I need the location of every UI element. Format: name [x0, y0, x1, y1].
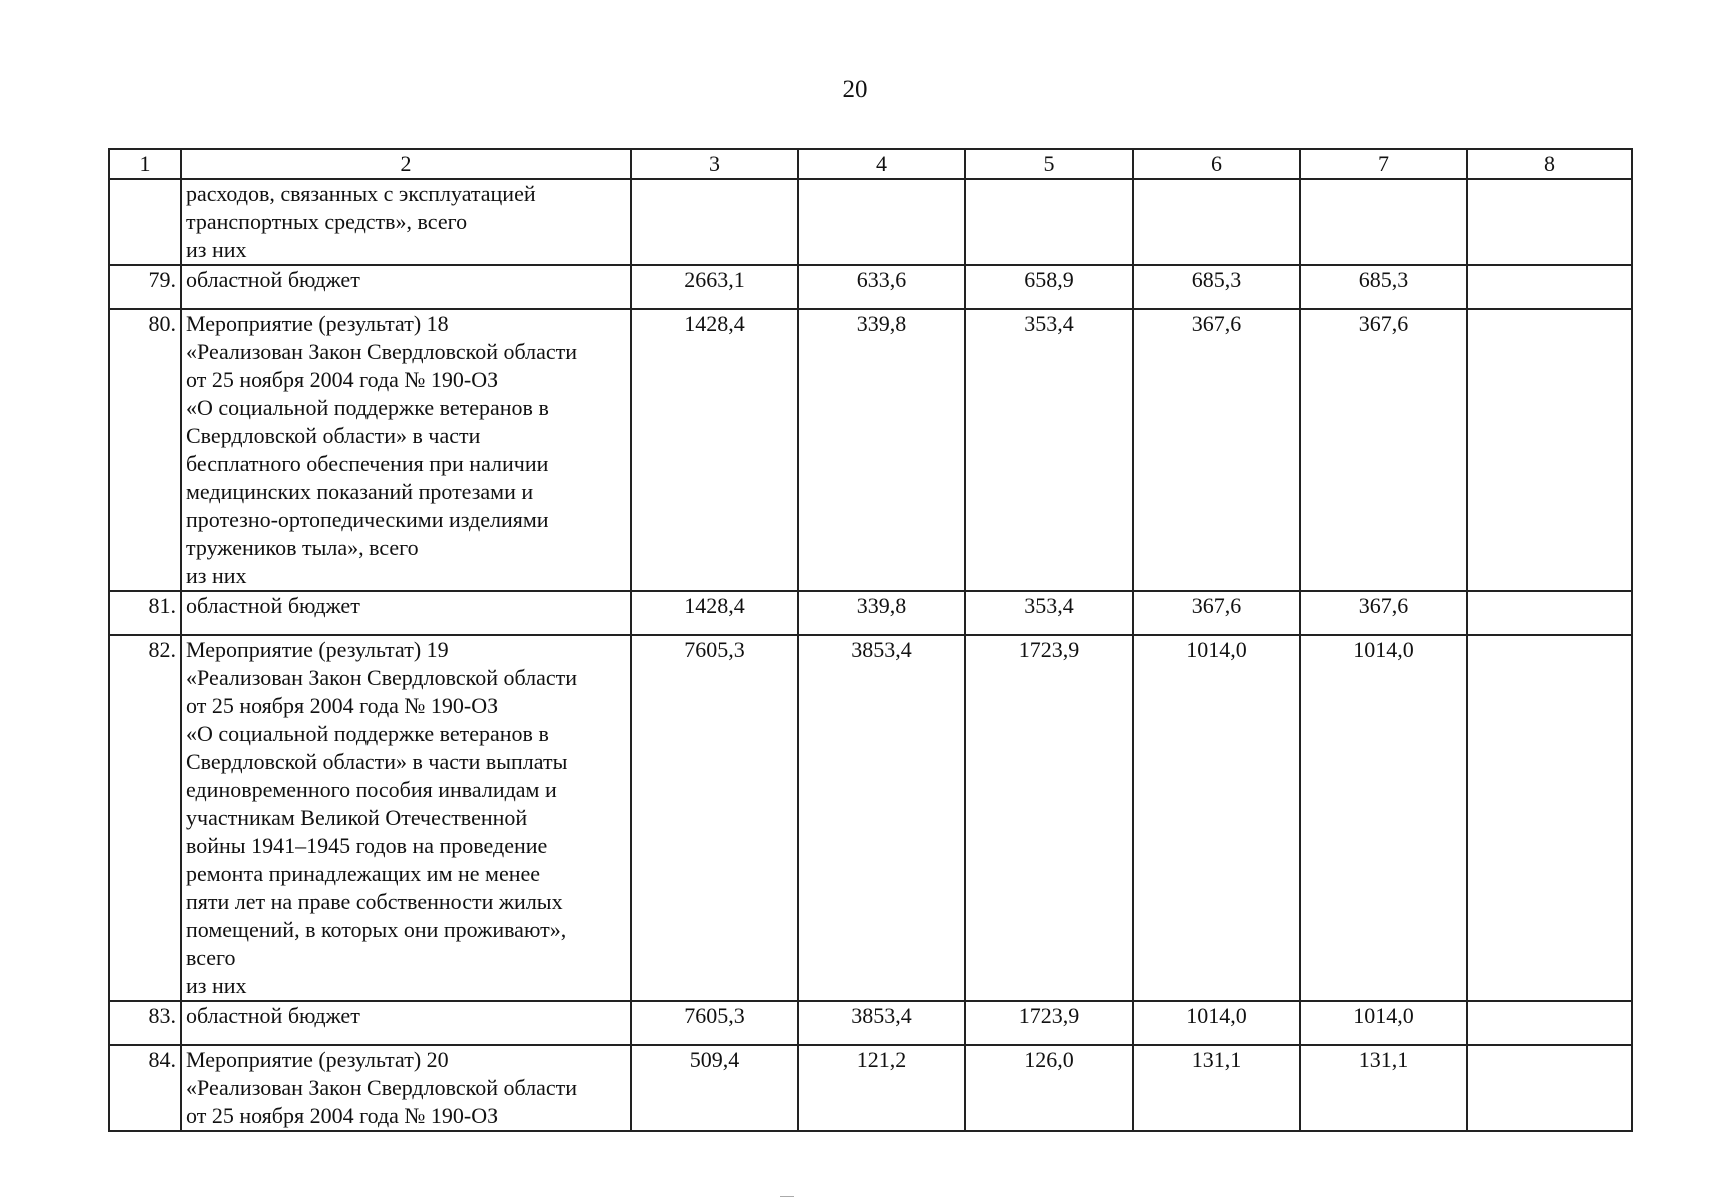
value-cell: 658,9: [965, 265, 1133, 309]
value-cell: [965, 179, 1133, 265]
page-number: 20: [842, 76, 868, 103]
table-row: [109, 309, 1632, 591]
value-cell: 633,6: [798, 265, 965, 309]
column-header: 7: [1300, 149, 1467, 179]
value-cell: 3853,4: [798, 635, 965, 1001]
value-cell: 367,6: [1300, 309, 1467, 591]
table-row: [109, 635, 1632, 1001]
column-header: 1: [109, 149, 181, 179]
value-cell: 1723,9: [965, 1001, 1133, 1045]
row-number: 81.: [109, 591, 181, 635]
table-row: [109, 179, 1632, 265]
value-cell: 1014,0: [1300, 1001, 1467, 1045]
column-header: 5: [965, 149, 1133, 179]
row-number: 82.: [109, 635, 181, 1001]
value-cell: 353,4: [965, 591, 1133, 635]
table-row: [109, 1045, 1632, 1131]
table-row: [109, 1001, 1632, 1045]
row-number: 83.: [109, 1001, 181, 1045]
value-cell: 1428,4: [631, 309, 798, 591]
value-cell: 339,8: [798, 591, 965, 635]
value-cell: 339,8: [798, 309, 965, 591]
column-header: 8: [1467, 149, 1632, 179]
value-cell: 685,3: [1300, 265, 1467, 309]
value-cell: [1467, 309, 1632, 591]
value-cell: 367,6: [1300, 591, 1467, 635]
value-cell: 1014,0: [1300, 635, 1467, 1001]
column-header: 4: [798, 149, 965, 179]
value-cell: [1467, 179, 1632, 265]
value-cell: 2663,1: [631, 265, 798, 309]
value-cell: 367,6: [1133, 309, 1300, 591]
value-cell: 126,0: [965, 1045, 1133, 1131]
value-cell: 131,1: [1300, 1045, 1467, 1131]
value-cell: [1467, 265, 1632, 309]
row-number: 79.: [109, 265, 181, 309]
row-number: 80.: [109, 309, 181, 591]
value-cell: [1133, 179, 1300, 265]
value-cell: 1014,0: [1133, 635, 1300, 1001]
row-description: расходов, связанных с эксплуатацией транспортных средств», всего из них: [181, 179, 631, 265]
value-cell: [1467, 635, 1632, 1001]
column-header: 2: [181, 149, 631, 179]
row-description: областной бюджет: [181, 591, 631, 635]
value-cell: 3853,4: [798, 1001, 965, 1045]
value-cell: 353,4: [965, 309, 1133, 591]
column-header: 3: [631, 149, 798, 179]
value-cell: [1467, 591, 1632, 635]
header-row: [109, 149, 1632, 179]
row-description: Мероприятие (результат) 18 «Реализован Закон Свердловской области от 25 ноября 2004 года № 190-ОЗ «О социальной поддержке ветеранов в Свердловской области» в части бесплатного обеспечения при наличии медицинских показаний протезами и протезно-ортопедическими изделиями тружеников тыла», всего из них: [181, 309, 631, 591]
row-number: 84.: [109, 1045, 181, 1131]
value-cell: [798, 179, 965, 265]
value-cell: 367,6: [1133, 591, 1300, 635]
row-description: Мероприятие (результат) 20 «Реализован Закон Свердловской области от 25 ноября 2004 года № 190-ОЗ: [181, 1045, 631, 1131]
value-cell: 7605,3: [631, 635, 798, 1001]
value-cell: [631, 179, 798, 265]
row-number: [109, 179, 181, 265]
value-cell: 1428,4: [631, 591, 798, 635]
row-description: областной бюджет: [181, 1001, 631, 1045]
value-cell: 7605,3: [631, 1001, 798, 1045]
value-cell: 1723,9: [965, 635, 1133, 1001]
value-cell: 121,2: [798, 1045, 965, 1131]
table-row: [109, 265, 1632, 309]
table-row: [109, 591, 1632, 635]
value-cell: 1014,0: [1133, 1001, 1300, 1045]
row-description: Мероприятие (результат) 19 «Реализован Закон Свердловской области от 25 ноября 2004 года № 190-ОЗ «О социальной поддержке ветеранов в Свердловской области» в части выплаты единовременного пособия инвалидам и участникам Великой Отечественной войны 1941–1945 годов на проведение ремонта принадлежащих им не менее пяти лет на праве собственности жилых помещений, в которых они проживают», всего из них: [181, 635, 631, 1001]
value-cell: 685,3: [1133, 265, 1300, 309]
value-cell: [1467, 1001, 1632, 1045]
row-description: областной бюджет: [181, 265, 631, 309]
column-header: 6: [1133, 149, 1300, 179]
value-cell: [1300, 179, 1467, 265]
value-cell: [1467, 1045, 1632, 1131]
value-cell: 131,1: [1133, 1045, 1300, 1131]
value-cell: 509,4: [631, 1045, 798, 1131]
budget-table: [108, 148, 1633, 1132]
scan-artifact: [780, 1196, 794, 1197]
